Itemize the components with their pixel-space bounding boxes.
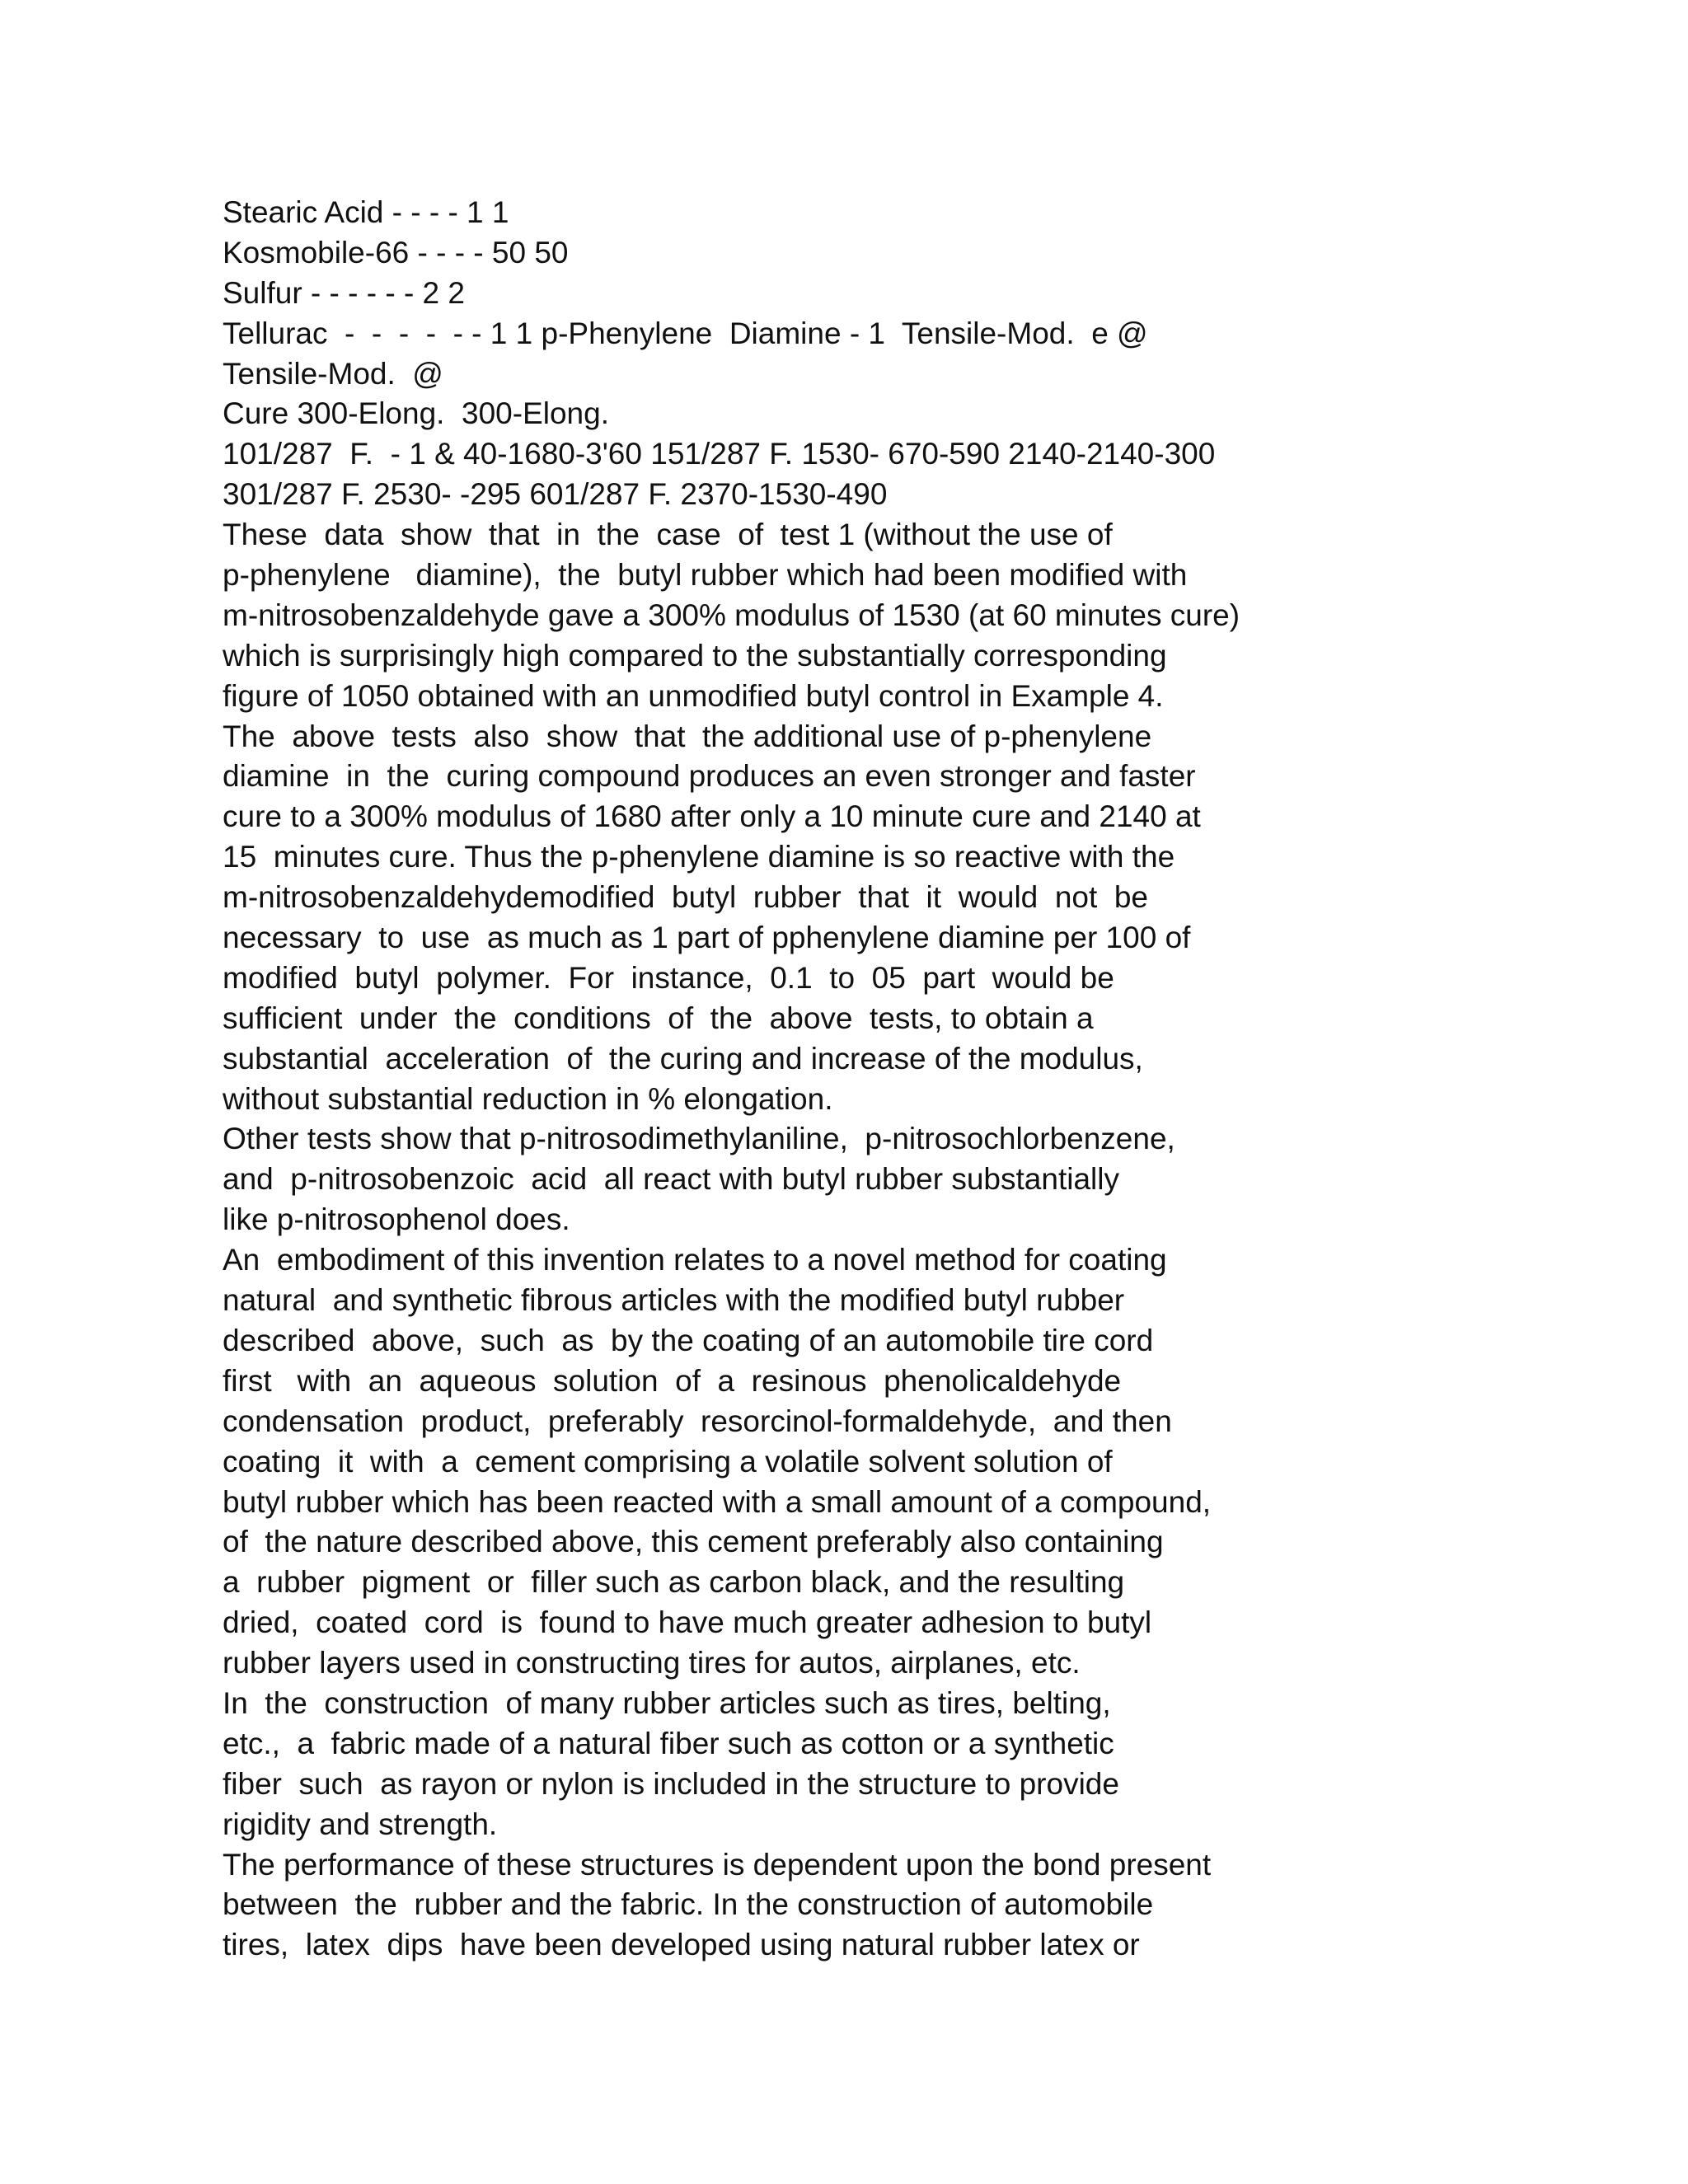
text-line: diamine in the curing compound produces an even stronger and faster — [223, 759, 1196, 794]
text-line: substantial acceleration of the curing and increase of the modulus, — [223, 1041, 1143, 1076]
text-line: rigidity and strength. — [223, 1807, 498, 1841]
text-line: etc., a fabric made of a natural fiber such as cotton or a synthetic — [223, 1726, 1114, 1760]
text-line: of the nature described above, this cement preferably also containing — [223, 1525, 1164, 1559]
text-line: fiber such as rayon or nylon is included in the structure to provide — [223, 1766, 1119, 1801]
text-line: which is surprisingly high compared to the substantially corresponding — [223, 638, 1167, 673]
text-line: a rubber pigment or filler such as carbon black, and the resulting — [223, 1565, 1125, 1600]
text-line: without substantial reduction in % elongation. — [223, 1081, 833, 1116]
text-line: sufficient under the conditions of the above tests, to obtain a — [223, 1001, 1094, 1035]
text-line: coating it with a cement comprising a volatile solvent solution of — [223, 1444, 1113, 1479]
text-line: p-phenylene diamine), the butyl rubber which had been modified with — [223, 558, 1188, 593]
text-line: Stearic Acid - - - - 1 1 — [223, 195, 509, 229]
text-line: Tensile-Mod. @ — [223, 356, 443, 391]
text-line: Cure 300-Elong. 300-Elong. — [223, 396, 609, 431]
text-line: 301/287 F. 2530- -295 601/287 F. 2370-1530-490 — [223, 477, 888, 512]
text-line: like p-nitrosophenol does. — [223, 1202, 570, 1237]
document-body — [223, 193, 1541, 1966]
text-line: m-nitrosobenzaldehyde gave a 300% modulus of 1530 (at 60 minutes cure) — [223, 598, 1240, 632]
text-line: Sulfur - - - - - - 2 2 — [223, 275, 465, 310]
text-line: Kosmobile-66 - - - - 50 50 — [223, 235, 569, 269]
text-line: rubber layers used in constructing tires for autos, airplanes, etc. — [223, 1646, 1081, 1680]
text-line: first with an aqueous solution of a resinous phenolicaldehyde — [223, 1363, 1122, 1398]
text-line: between the rubber and the fabric. In the construction of automobile — [223, 1887, 1154, 1922]
text-line: figure of 1050 obtained with an unmodified butyl control in Example 4. — [223, 678, 1164, 713]
text-line: cure to a 300% modulus of 1680 after only a 10 minute cure and 2140 at — [223, 799, 1201, 834]
text-line: 101/287 F. - 1 & 40-1680-3'60 151/287 F. 1530- 670-590 2140-2140-300 — [223, 437, 1216, 471]
text-line: tires, latex dips have been developed using natural rubber latex or — [223, 1928, 1140, 1962]
text-line: The above tests also show that the additional use of p-phenylene — [223, 719, 1152, 753]
text-line: In the construction of many rubber articles such as tires, belting, — [223, 1685, 1111, 1720]
text-line: modified butyl polymer. For instance, 0.1 to 05 part would be — [223, 960, 1114, 995]
text-line: Other tests show that p-nitrosodimethylaniline, p-nitrosochlorbenzene, — [223, 1122, 1175, 1156]
text-line: dried, coated cord is found to have much greater adhesion to butyl — [223, 1605, 1152, 1640]
text-line: m-nitrosobenzaldehydemodified butyl rubber that it would not be — [223, 880, 1148, 915]
text-line: necessary to use as much as 1 part of pphenylene diamine per 100 of — [223, 921, 1191, 955]
text-line: Tellurac - - - - - - 1 1 p-Phenylene Diamine - 1 Tensile-Mod. e @ — [223, 316, 1148, 350]
text-line: described above, such as by the coating of an automobile tire cord — [223, 1323, 1154, 1357]
text-line: butyl rubber which has been reacted with a small amount of a compound, — [223, 1484, 1212, 1519]
text-line: condensation product, preferably resorcinol-formaldehyde, and then — [223, 1404, 1172, 1438]
text-line: An embodiment of this invention relates to a novel method for coating — [223, 1243, 1167, 1277]
text-line: natural and synthetic fibrous articles with the modified butyl rubber — [223, 1283, 1125, 1318]
text-line: These data show that in the case of test 1 (without the use of — [223, 518, 1113, 552]
text-line: and p-nitrosobenzoic acid all react with butyl rubber substantially — [223, 1162, 1119, 1197]
text-line: 15 minutes cure. Thus the p-phenylene diamine is so reactive with the — [223, 840, 1175, 874]
text-line: The performance of these structures is dependent upon the bond present — [223, 1847, 1212, 1882]
